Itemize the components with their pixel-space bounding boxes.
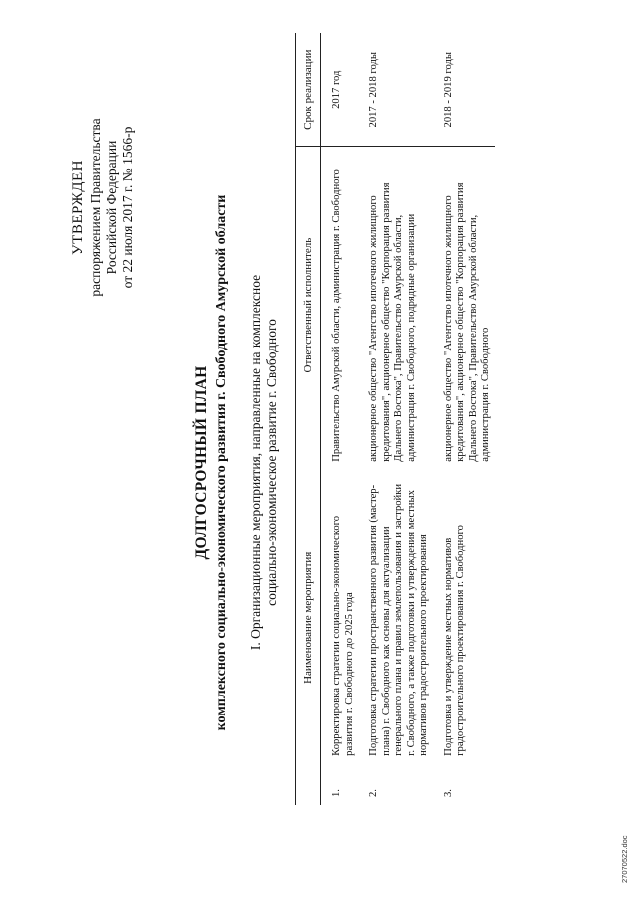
table-header-row [296,33,321,805]
header-name: Наименование мероприятия [296,476,321,760]
section-heading-line-2: социально-экономическое развитие г. Свободного [264,319,279,606]
row-number: 2. [368,789,379,797]
header-executor: Ответственный исполнитель [296,147,321,476]
section-heading-line-1: I. Организационные мероприятия, направленные на комплексное [248,274,263,651]
document-title-sub: комплексного социально-экономического развития г. Свободного Амурской области [214,194,229,731]
table-row [321,33,359,805]
row-executor: акционерное общество "Агентство ипотечного жилищного кредитования", акционерное общество "Корпорация развития Дальнего Востока", Правительство Амурской области, администрация г. Свободного [442,182,491,462]
table-row [358,33,433,805]
header-number [296,760,321,805]
document-title-main: ДОЛГОСРОЧНЫЙ ПЛАН [193,365,210,560]
row-term: 2018 - 2019 годы [433,33,495,147]
approval-stamp [70,80,136,335]
section-heading [248,140,280,785]
approval-line-authority: распоряжением Правительства [88,118,103,297]
header-term: Срок реализации [296,33,321,147]
row-term: 2017 год [321,33,359,147]
row-name: Подготовка и утверждение местных нормативов градостроительного проектирования г. Свободного [442,525,466,756]
document-file-code: 27070522.doc [620,835,629,883]
approval-line-date-number: от 22 июля 2017 г. № 1566-р [120,126,135,289]
row-name: Корректировка стратегии социально-экономического развития г. Свободного до 2025 года [331,515,355,756]
row-number: 3. [442,789,454,797]
row-executor: Правительство Амурской области, администрация г. Свободного [331,169,342,462]
table-row [433,33,495,805]
plan-table [295,33,495,805]
row-executor: акционерное общество "Агентство ипотечного жилищного кредитования", акционерное общество "Корпорация развития Дальнего Востока", Правительство Амурской области, администрация г. Свободного, подрядные организации [368,182,417,462]
approval-line-government: Российской Федерации [104,140,119,275]
row-name: Подготовка стратегии пространственного развития (мастер-плана) г. Свободного как основы для актуализации генерального плана и правил землепользования и застройки г. Свободного, а также подготовки и утверждения местных нормативов градостроительного проектирования [368,483,429,756]
row-term: 2017 - 2018 годы [358,33,433,147]
document-title [193,100,230,825]
approval-heading: УТВЕРЖДЕН [70,160,86,255]
row-number: 1. [331,789,342,797]
